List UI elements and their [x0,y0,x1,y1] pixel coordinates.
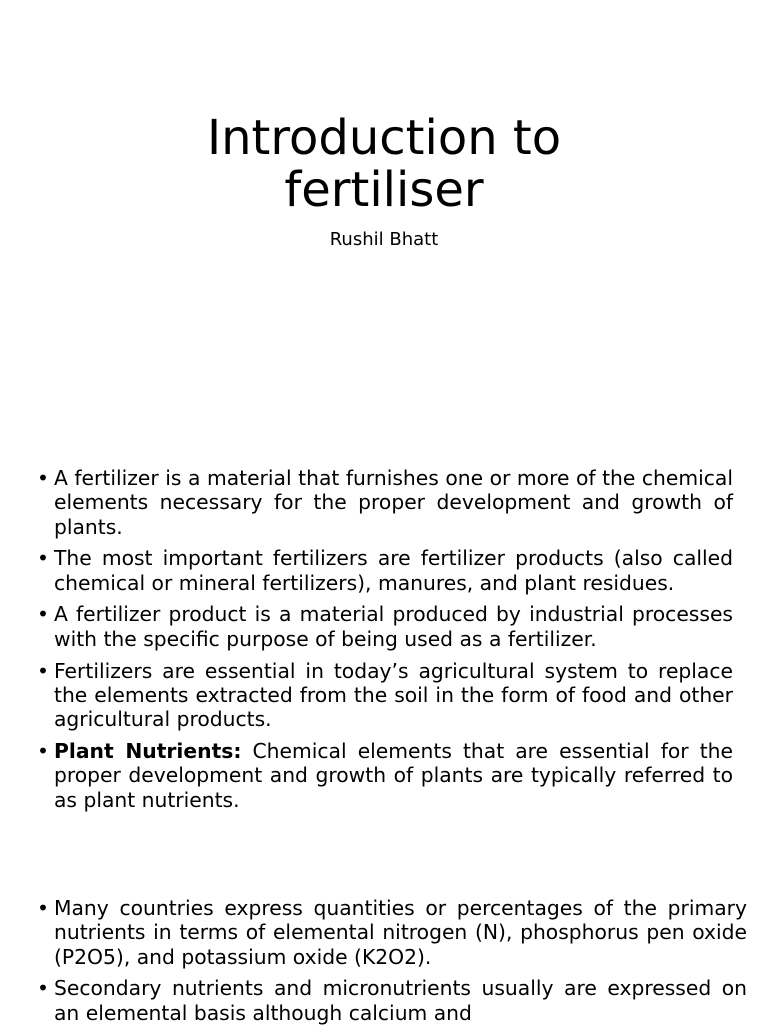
bullet-text: A fertilizer product is a material produced by industrial processes with the specific purpose of being used as a fertilizer. [54,602,733,651]
slide-title-line-2: fertiliser [284,162,484,218]
bullet-list-secondary [35,896,747,1032]
bullet-list-primary [35,466,733,819]
bullet-item [35,659,733,732]
bullet-item [35,976,747,1025]
slide-title-line-1: Introduction to [206,110,562,166]
bullet-term: Plant Nutrients: [54,738,242,763]
bullet-text: The most important fertilizers are fertilizer products (also called chemical or mineral fertilizers), manures, and plant residues. [54,546,733,595]
bullet-text: Many countries express quantities or percentages of the primary nutrients in terms of elemental nitrogen (N), phosphorus pen oxide (P2O5), and potassium oxide (K2O2). [54,896,747,969]
bullet-item [35,546,733,595]
bullet-item [35,466,733,539]
bullet-text: A fertilizer is a material that furnishes one or more of the chemical elements necessary for the proper development and growth of plants. [54,466,733,539]
bullet-item [35,896,747,969]
bullet-text: Fertilizers are essential in today’s agricultural system to replace the elements extracted from the soil in the form of food and other agricultural products. [54,658,733,732]
bullet-text: Secondary nutrients and micronutrients usually are expressed on an elemental basis although calcium and [54,976,747,1025]
slide-title [84,112,684,216]
bullet-item [35,602,733,651]
bullet-item-plant-nutrients [35,739,733,812]
slide-subtitle-author: Rushil Bhatt [329,229,439,250]
bullet-text: Chemical elements that are essential for the proper development and growth of plants are typically referred to as plant nutrients. [54,738,733,812]
